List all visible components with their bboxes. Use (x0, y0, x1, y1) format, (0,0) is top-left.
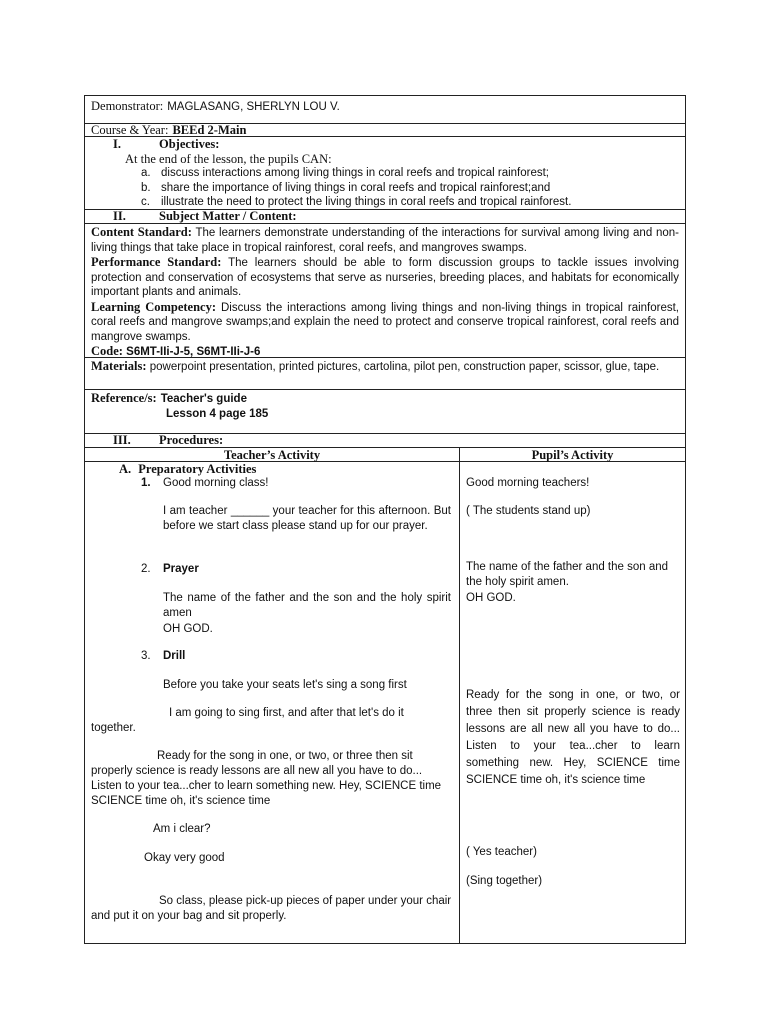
materials-row (85, 358, 685, 390)
teacher-activity-column (85, 462, 460, 943)
prayer-text-2: OH GOD. (163, 623, 213, 635)
prayer-title: Prayer (163, 563, 199, 575)
activities-body-row (85, 462, 685, 943)
subject-heading-row (85, 210, 685, 224)
references-row (85, 390, 685, 434)
pupil-sing-together: (Sing together) (466, 875, 543, 887)
step-3-marker: 3. (141, 650, 151, 662)
pupil-greeting: Good morning teachers! (466, 477, 590, 489)
procedures-title: Procedures: (159, 433, 224, 447)
performance-standard: Performance Standard: The learners should be able to form discussion groups to tackle issues involving protection and conservation of ecosystems that serve as nurseries, breeding places, and habitats for economically important plants and animals. (91, 255, 679, 298)
objectives-numeral: I. (113, 137, 121, 151)
objective-item: a. discuss interactions among living things in coral reefs and tropical rainforest; (141, 167, 549, 179)
course-label: Course & Year: (91, 123, 169, 137)
demonstrator-row (85, 96, 685, 124)
references-lesson: Lesson 4 page 185 (166, 407, 269, 420)
objectives-list (91, 166, 679, 210)
drill-title: Drill (163, 650, 186, 662)
objectives-title: Objectives: (159, 137, 220, 151)
materials-text: powerpoint presentation, printed pictures, cartolina, pilot pen, construction paper, scissor, glue, tape. (149, 361, 660, 373)
learning-competency: Learning Competency: Discuss the interactions among living things and non-living things in tropical rainforest, coral reefs and mangrove swamps;and explain the need to protect and conserve tropical rainforest, coral reefs and mangrove swamps. (91, 299, 679, 343)
objectives-heading (91, 137, 679, 152)
subject-content-row (85, 224, 685, 358)
course-value: BEEd 2-Main (172, 123, 247, 137)
prayer-text: The name of the father and the son and the holy spirit amen (163, 592, 451, 619)
teacher-introduction: I am teacher ______ your teacher for this afternoon. But before we start class please stand up for our prayer. (163, 505, 451, 532)
cleanup-instruction: So class, please pick-up pieces of paper under your chair and put it on your bag and sit properly. (91, 895, 452, 922)
greeting-text: Good morning class! (163, 477, 269, 489)
drill-instruction: Before you take your seats let's sing a song first (163, 679, 407, 691)
demonstrator-value: MAGLASANG, SHERLYN LOU V. (167, 101, 340, 113)
objectives-row (85, 137, 685, 210)
lesson-plan-table (84, 95, 686, 944)
pupil-prayer: The name of the father and the son and the holy spirit amen. (466, 561, 669, 588)
clarity-question: Am i clear? (153, 823, 211, 835)
teacher-activity-header: Teacher’s Activity (85, 448, 460, 461)
pupil-stand-up: ( The students stand up) (466, 505, 591, 517)
objective-item: b. share the importance of living things in coral reefs and tropical rainforest;and (141, 181, 551, 194)
subject-numeral: II. (113, 209, 126, 223)
affirmation-text: Okay very good (144, 852, 225, 864)
materials-label: Materials: (91, 359, 147, 373)
pupil-activity-column (460, 462, 685, 943)
references-label: Reference/s: (91, 391, 157, 405)
pupil-yes-teacher: ( Yes teacher) (466, 846, 537, 858)
section-a-heading: A. Preparatory Activities (119, 462, 257, 476)
course-row (85, 124, 685, 137)
procedures-numeral: III. (113, 433, 131, 447)
objectives-intro: At the end of the lesson, the pupils CAN: (125, 151, 332, 166)
step-2-marker: 2. (141, 563, 151, 575)
activity-header-row (85, 448, 685, 462)
references-value: Teacher's guide (160, 393, 247, 405)
step-1-marker: 1. (141, 477, 151, 489)
pupil-activity-header: Pupil’s Activity (531, 448, 614, 462)
song-lyrics: Ready for the song in one, or two, or three then sit properly science is ready lessons are all new all you have to do... Listen to your tea...cher to learn something new. Hey, SCIENCE time SCIENCE time oh, it's science time (91, 750, 442, 807)
drill-sing-first: I am going to sing first, and after that let's do it together. (91, 707, 404, 734)
pupil-song: Ready for the song in one, or two, or three then sit properly science is ready lessons are all new all you have to do... Listen to your tea...cher to learn something new. Hey, SCIENCE time SCIENCE time oh, it's science time (466, 689, 680, 786)
procedures-heading-row (85, 434, 685, 448)
subject-title: Subject Matter / Content: (159, 209, 297, 223)
code-line: Code: S6MT-IIi-J-5, S6MT-IIi-J-6 (91, 344, 261, 358)
demonstrator-label: Demonstrator: (91, 99, 164, 113)
objective-item: c. illustrate the need to protect the living things in coral reefs and tropical rainforest. (141, 196, 572, 208)
content-standard: Content Standard: The learners demonstrate understanding of the interactions for survival among living and non-living things that take place in tropical rainforest, coral reefs, and mangroves swamps. (91, 225, 679, 254)
pupil-prayer-2: OH GOD. (466, 592, 516, 604)
